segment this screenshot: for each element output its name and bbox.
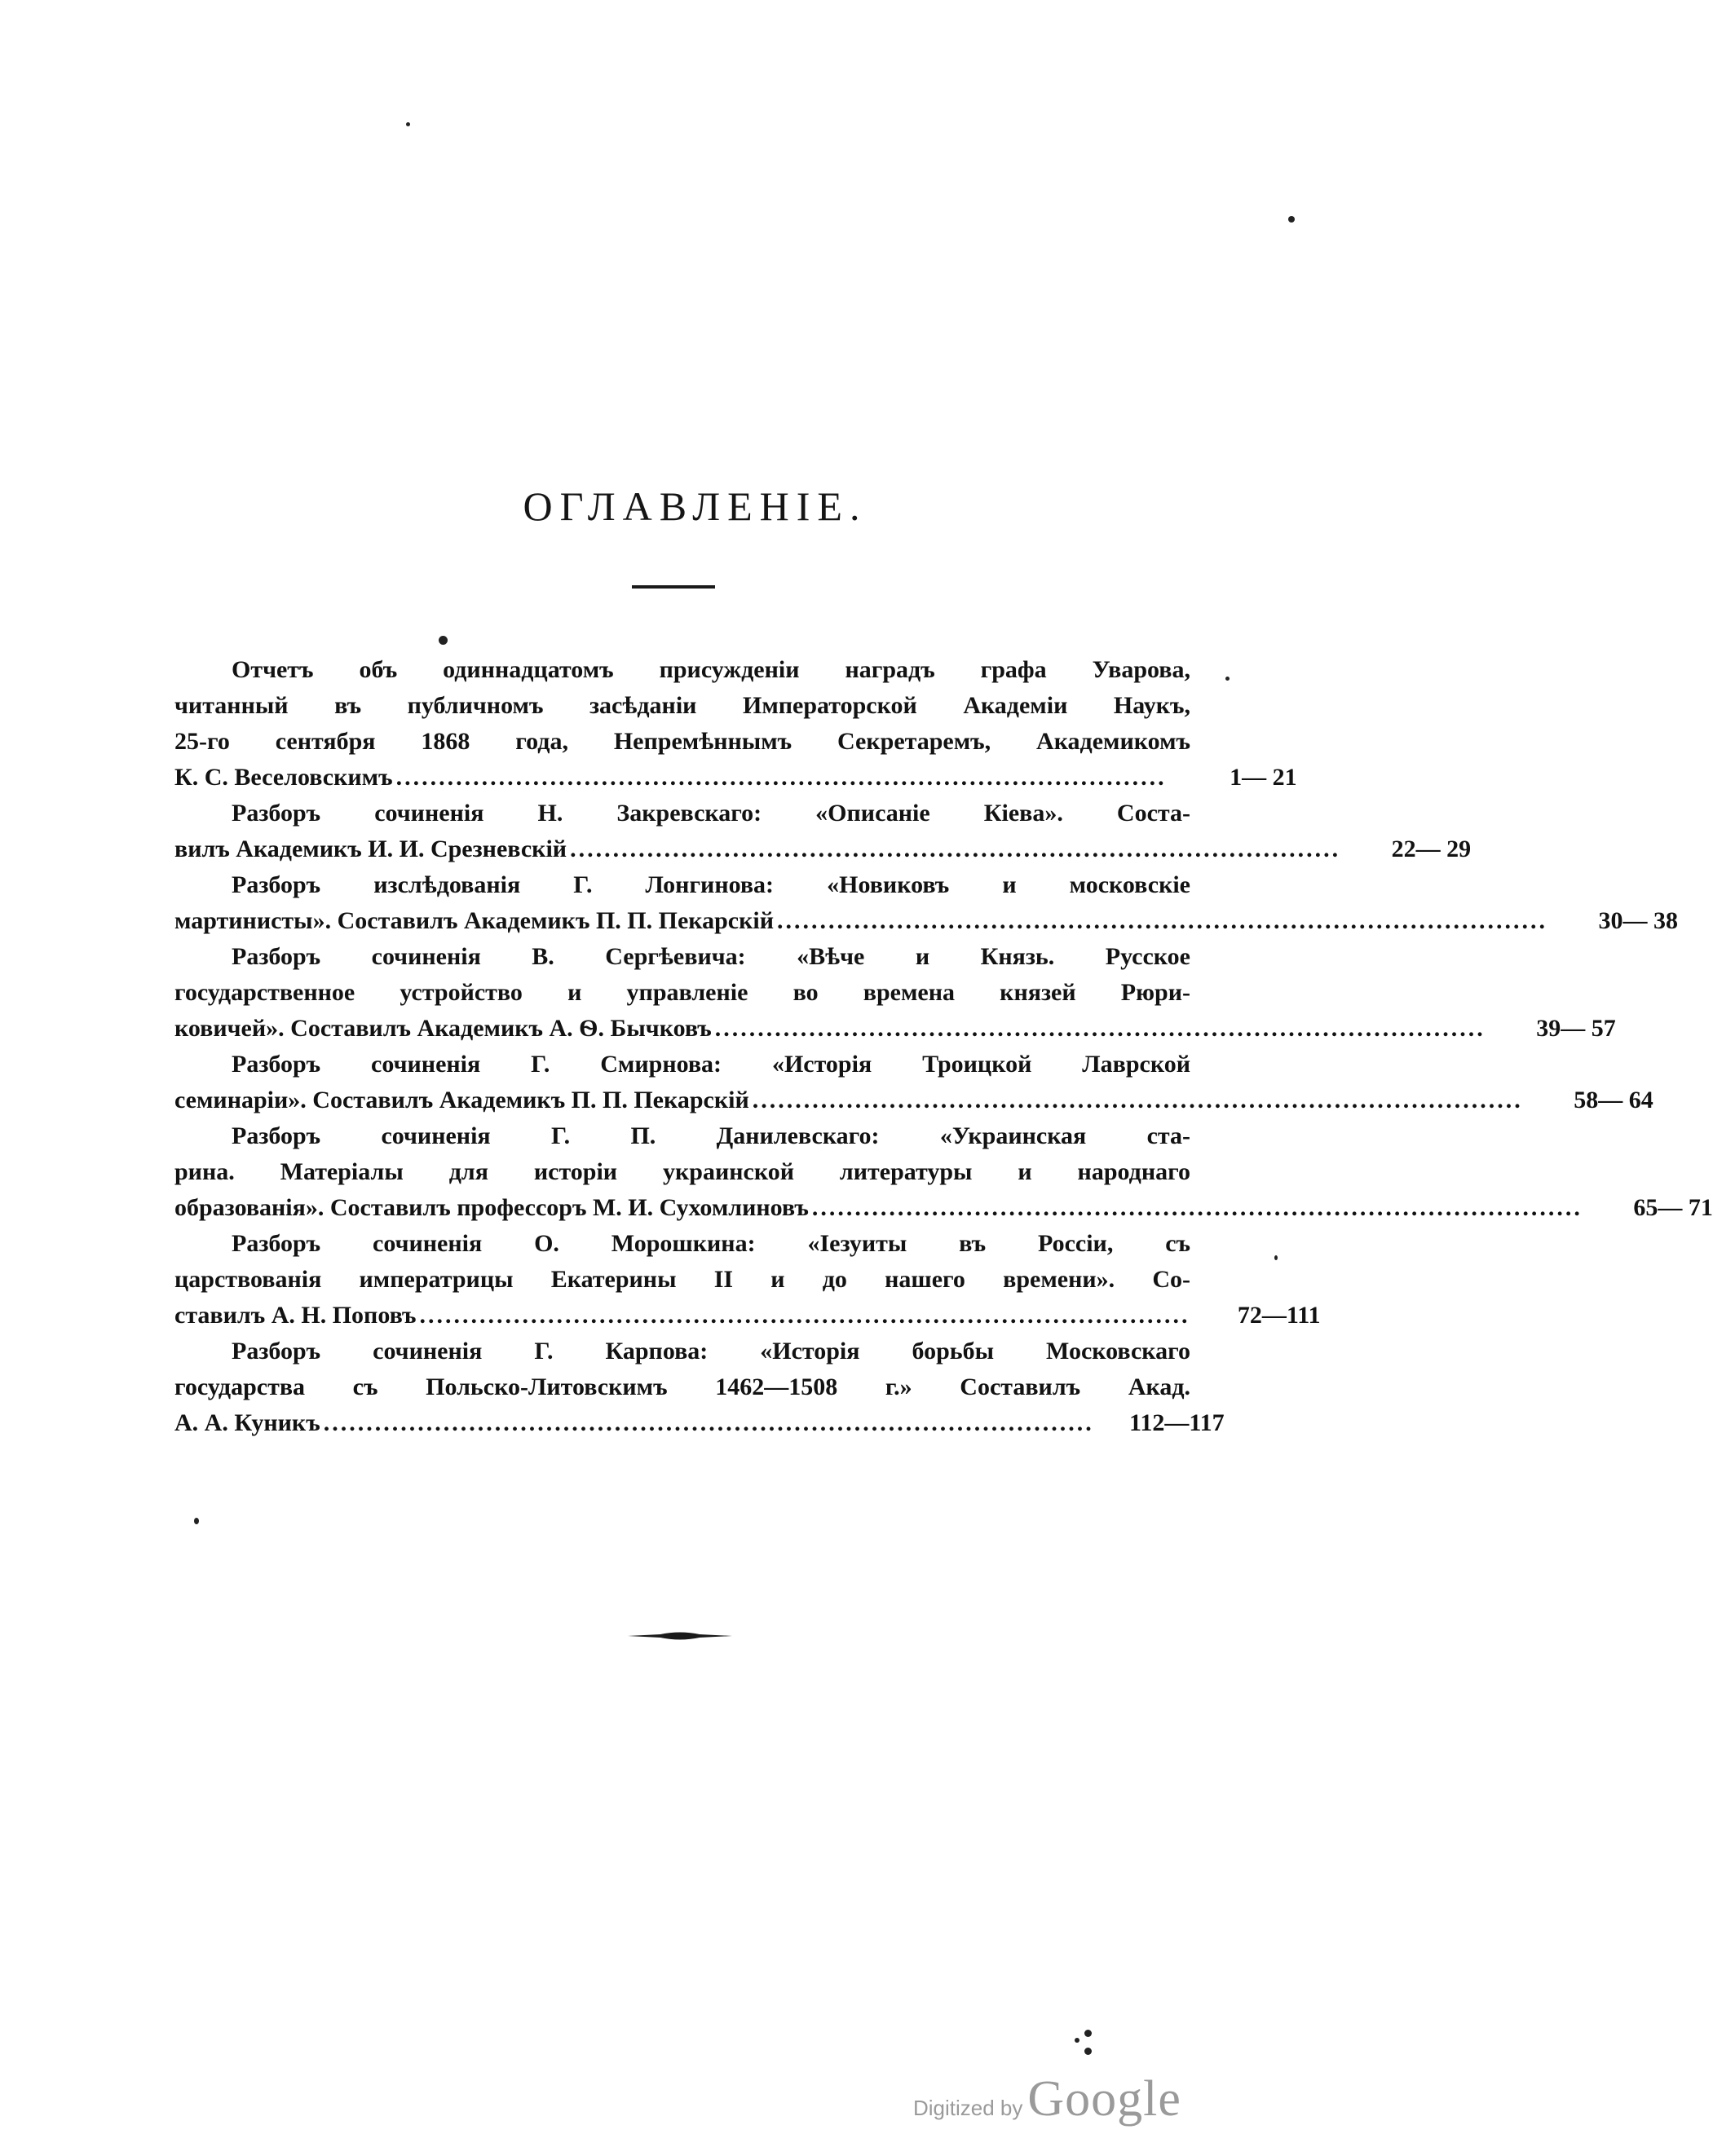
toc-entry-line: Отчетъ объ одиннадцатомъ присужденіи наградъ графа Уварова, [232, 656, 1190, 683]
page-range: 65— 71 [1633, 1194, 1713, 1221]
leader-dots: .......................................................................................... [777, 907, 1548, 934]
toc-entry-last-line [174, 903, 1679, 939]
watermark-prefix: Digitized by [913, 2096, 1023, 2120]
page-title: ОГЛАВЛЕНІЕ. [523, 483, 868, 529]
scan-speck [1075, 2038, 1079, 2043]
toc-entry-line: Разборъ изслѣдованія Г. Лонгинова: «Новиковъ и московскіе [232, 871, 1190, 898]
scan-speck [1084, 2030, 1092, 2037]
leader-dots: .......................................................................................... [323, 1409, 1094, 1436]
scan-speck [406, 122, 410, 126]
leader-dots: .......................................................................................... [395, 764, 1167, 791]
toc-entry-line: Разборъ сочиненія Н. Закревскаго: «Описаніе Кіева». Соста- [232, 800, 1190, 827]
table-of-contents [174, 652, 1713, 1441]
leader-dots: .......................................................................................... [811, 1194, 1583, 1221]
scan-speck [1288, 216, 1295, 223]
end-ornament [628, 1630, 732, 1642]
toc-entry [174, 652, 1297, 796]
toc-entry-last-line [174, 1082, 1653, 1118]
page-range: 58— 64 [1574, 1087, 1653, 1113]
scan-speck [439, 636, 448, 645]
page-range: 22— 29 [1391, 836, 1472, 862]
toc-entry-title-end: ковичей». Составилъ Академикъ А. Ѳ. Бычковъ [174, 1015, 712, 1042]
toc-entry-title-end: К. С. Веселовскимъ [174, 764, 393, 791]
page-range: 1— 21 [1230, 764, 1297, 791]
leader-dots: .......................................................................................... [752, 1087, 1523, 1113]
toc-entry [174, 1118, 1713, 1226]
toc-entry-title-end: семинаріи». Составилъ Академикъ П. П. Пекарскій [174, 1087, 749, 1113]
digitized-watermark [913, 2070, 1207, 2127]
toc-entry-line: государственное устройство и управленіе во времена князей Рюри- [174, 979, 1190, 1006]
toc-entry [174, 1047, 1653, 1118]
toc-entry-last-line [174, 831, 1472, 867]
toc-entry [174, 939, 1616, 1047]
scan-speck [194, 1518, 199, 1524]
toc-entry-last-line [174, 760, 1297, 796]
toc-entry-last-line [174, 1405, 1225, 1441]
toc-entry-line: рина. Матеріалы для исторіи украинской литературы и народнаго [174, 1158, 1190, 1185]
page-range: 72—111 [1237, 1302, 1321, 1329]
page-range: 39— 57 [1536, 1015, 1616, 1042]
toc-entry-line: Разборъ сочиненія Г. Карпова: «Исторія борьбы Московскаго [232, 1338, 1190, 1365]
toc-entry-title-end: А. А. Куникъ [174, 1409, 320, 1436]
toc-entry-line: Разборъ сочиненія Г. П. Данилевскаго: «Украинская ста- [232, 1122, 1190, 1149]
toc-entry-last-line [174, 1190, 1713, 1226]
toc-entry-line: государства съ Польско-Литовскимъ 1462—1508 г.» Составилъ Акад. [174, 1373, 1190, 1400]
toc-entry-title-end: вилъ Академикъ И. И. Срезневскій [174, 836, 567, 862]
scan-speck [1225, 677, 1230, 681]
title-rule [632, 585, 715, 589]
toc-entry-last-line [174, 1298, 1321, 1334]
toc-entry-line: Разборъ сочиненія В. Сергѣевича: «Вѣче и Князь. Русское [232, 943, 1190, 970]
page-range: 112—117 [1128, 1409, 1225, 1436]
leader-dots: .......................................................................................... [570, 836, 1341, 862]
toc-entry [174, 1226, 1321, 1334]
page-range: 30— 38 [1598, 907, 1679, 934]
toc-entry [174, 1334, 1225, 1441]
toc-entry-line: 25-го сентября 1868 года, Непремѣннымъ Секретаремъ, Академикомъ [174, 728, 1190, 755]
toc-entry-title-end: мартинисты». Составилъ Академикъ П. П. Пекарскій [174, 907, 775, 934]
toc-entry [174, 796, 1472, 867]
toc-entry-line: читанный въ публичномъ засѣданіи Императорской Академіи Наукъ, [174, 692, 1190, 719]
scan-speck [1084, 2048, 1092, 2055]
toc-entry-line: Разборъ сочиненія О. Морошкина: «Іезуиты въ Россіи, съ [232, 1230, 1190, 1257]
leader-dots: .......................................................................................... [419, 1302, 1190, 1329]
leader-dots: .......................................................................................... [714, 1015, 1486, 1042]
scan-speck [1274, 1255, 1278, 1260]
toc-entry-line: Разборъ сочиненія Г. Смирнова: «Исторія Троицкой Лаврской [232, 1051, 1190, 1078]
toc-entry-last-line [174, 1011, 1616, 1047]
toc-entry-title-end: ставилъ А. Н. Поповъ [174, 1302, 417, 1329]
toc-entry-line: царствованія императрицы Екатерины II и до нашего времени». Со- [174, 1266, 1190, 1293]
google-logo-text: Google [1027, 2071, 1181, 2127]
toc-entry-title-end: образованія». Составилъ профессоръ М. И. Сухомлиновъ [174, 1194, 809, 1221]
toc-entry [174, 867, 1679, 939]
